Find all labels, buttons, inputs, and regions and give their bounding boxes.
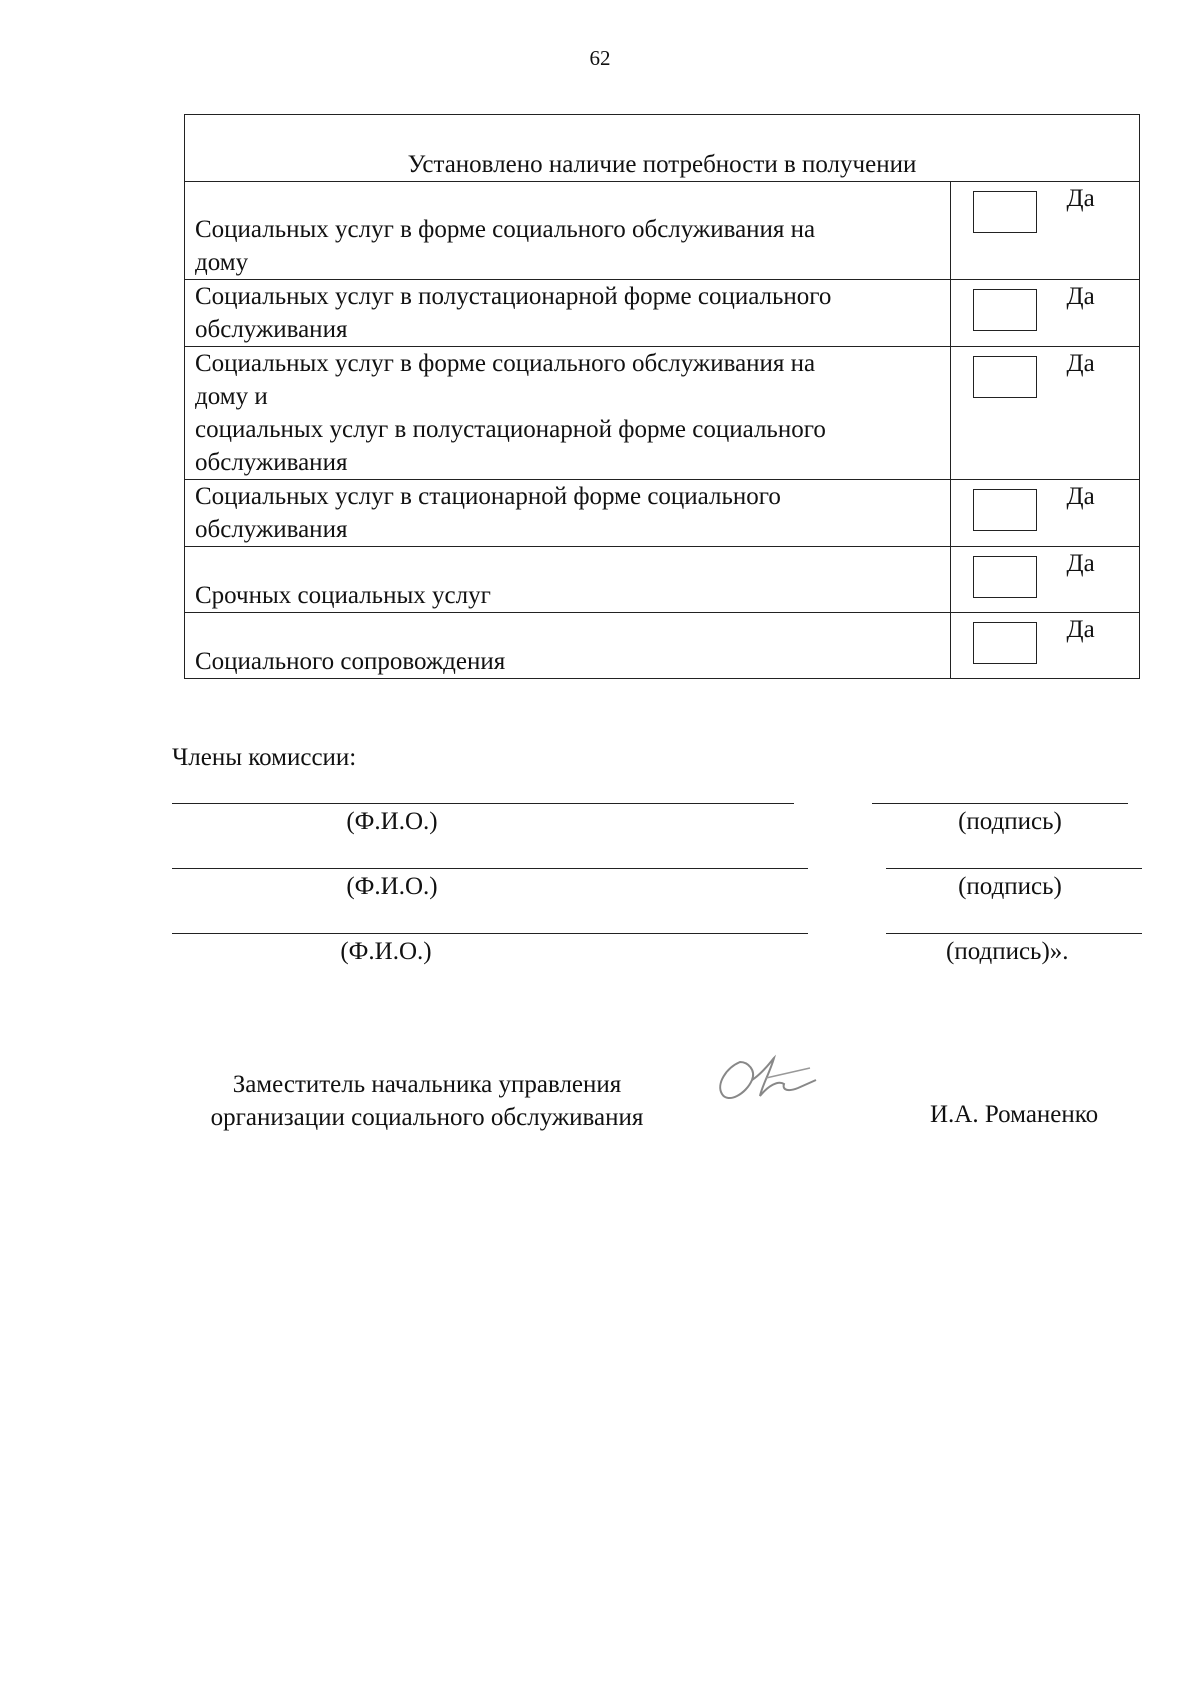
table-row bbox=[185, 280, 1140, 347]
signer-position bbox=[172, 1068, 682, 1134]
page-number: 62 bbox=[589, 46, 611, 70]
service-label-line: Социальных услуг в форме социального обслуживания на bbox=[195, 350, 816, 377]
option-cell bbox=[950, 613, 1139, 679]
name-line bbox=[172, 933, 808, 934]
signature-caption: (подпись)». bbox=[946, 938, 1069, 965]
table-row bbox=[185, 480, 1140, 547]
checkbox[interactable] bbox=[973, 556, 1037, 598]
service-label bbox=[185, 280, 951, 347]
option-label: Да bbox=[1066, 350, 1095, 377]
table-header: Установлено наличие потребности в получении bbox=[185, 115, 1140, 182]
service-label-line: обслуживания bbox=[195, 316, 348, 343]
option-label: Да bbox=[1066, 185, 1095, 212]
name-caption: (Ф.И.О.) bbox=[346, 808, 438, 835]
service-label-line: Социальных услуг в стационарной форме социального bbox=[195, 483, 781, 510]
signature-caption: (подпись) bbox=[958, 808, 1062, 835]
handwritten-signature bbox=[712, 1050, 822, 1110]
option-cell bbox=[950, 280, 1139, 347]
service-label bbox=[185, 347, 951, 480]
service-label-line: дому и bbox=[195, 383, 268, 410]
signature-line bbox=[886, 868, 1142, 869]
service-label bbox=[185, 547, 951, 613]
table-header-row bbox=[185, 115, 1140, 182]
option-label: Да bbox=[1066, 616, 1095, 643]
option-label: Да bbox=[1066, 483, 1095, 510]
option-cell bbox=[950, 480, 1139, 547]
option-label: Да bbox=[1066, 550, 1095, 577]
option-cell bbox=[950, 547, 1139, 613]
service-label bbox=[185, 480, 951, 547]
table-row bbox=[185, 347, 1140, 480]
service-label-line: обслуживания bbox=[195, 449, 348, 476]
service-label-line: обслуживания bbox=[195, 516, 348, 543]
checkbox[interactable] bbox=[973, 356, 1037, 398]
service-label bbox=[185, 613, 951, 679]
option-cell bbox=[950, 182, 1139, 280]
service-label-line: Социального сопровождения bbox=[195, 648, 506, 675]
commission-title: Члены комиссии: bbox=[172, 744, 357, 771]
checkbox[interactable] bbox=[973, 622, 1037, 664]
name-line bbox=[172, 803, 794, 804]
service-label-line: социальных услуг в полустационарной форме социального bbox=[195, 416, 826, 443]
table-row bbox=[185, 547, 1140, 613]
service-label-line: дому bbox=[195, 249, 249, 276]
name-caption: (Ф.И.О.) bbox=[340, 938, 432, 965]
service-label-line: Срочных социальных услуг bbox=[195, 582, 491, 609]
checkbox[interactable] bbox=[973, 489, 1037, 531]
option-label: Да bbox=[1066, 283, 1095, 310]
needs-table bbox=[184, 114, 1140, 679]
signature-caption: (подпись) bbox=[958, 873, 1062, 900]
option-cell bbox=[950, 347, 1139, 480]
name-line bbox=[172, 868, 808, 869]
table-row bbox=[185, 182, 1140, 280]
signer-name: И.А. Романенко bbox=[930, 1101, 1099, 1128]
checkbox[interactable] bbox=[973, 191, 1037, 233]
signer-position-line: Заместитель начальника управления bbox=[232, 1071, 622, 1098]
signature-line bbox=[872, 803, 1128, 804]
signature-line bbox=[886, 933, 1142, 934]
name-caption: (Ф.И.О.) bbox=[346, 873, 438, 900]
service-label-line: Социальных услуг в форме социального обслуживания на bbox=[195, 216, 816, 243]
service-label bbox=[185, 182, 951, 280]
service-label-line: Социальных услуг в полустационарной форме социального bbox=[195, 283, 832, 310]
checkbox[interactable] bbox=[973, 289, 1037, 331]
table-row bbox=[185, 613, 1140, 679]
signer-position-line: организации социального обслуживания bbox=[210, 1104, 644, 1131]
